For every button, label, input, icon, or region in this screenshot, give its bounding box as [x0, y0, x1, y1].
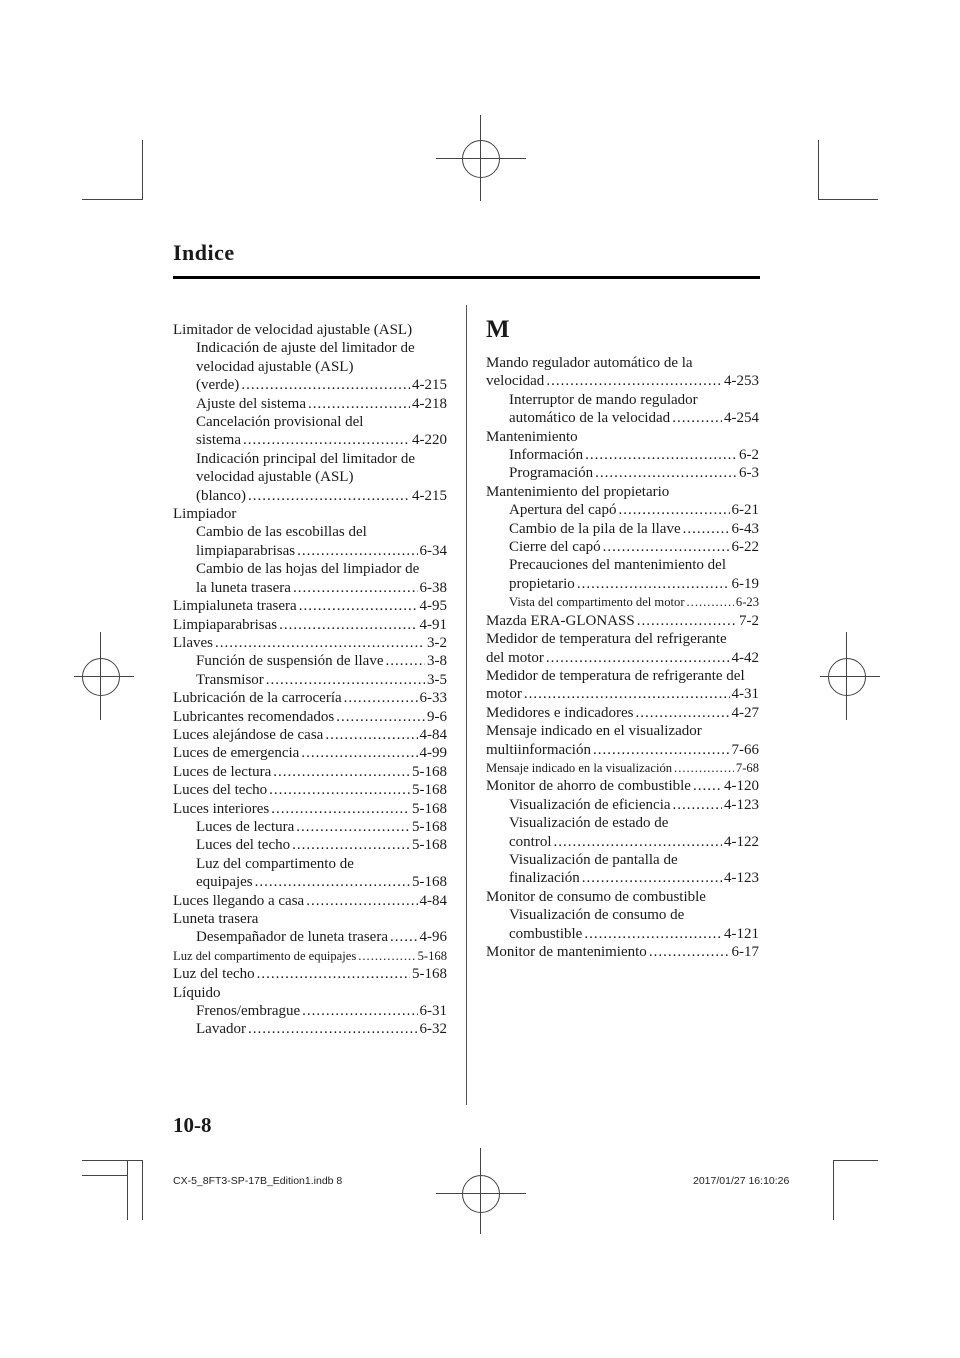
index-entry-page: 5-168 [412, 874, 447, 891]
index-entry-text: Mazda ERA-GLONASS [486, 612, 635, 629]
index-entry-text: finalización [509, 870, 580, 887]
column-divider [466, 305, 467, 1105]
index-entry-page: 4-215 [412, 487, 447, 504]
index-entry-text: Luces de lectura [196, 818, 295, 835]
index-entry [173, 652, 447, 670]
index-entry-page: 4-220 [412, 432, 447, 449]
index-entry-text: Visualización de estado de [509, 815, 669, 832]
index-entry-page: 7-66 [731, 741, 759, 758]
index-entry [173, 413, 447, 431]
index-entry [173, 818, 447, 836]
index-entry-page: 6-31 [419, 1003, 447, 1020]
index-entry [173, 763, 447, 781]
index-entry-text: Mantenimiento del propietario [486, 483, 670, 500]
index-entry [173, 892, 447, 910]
index-entry-page: 4-91 [419, 616, 447, 633]
index-entry-text: del motor [486, 649, 544, 666]
leader-dots [306, 892, 417, 910]
index-entry-text: multiinformación [486, 741, 591, 758]
index-entry-text: Interruptor de mando regulador [509, 391, 698, 408]
index-entry-page: 6-34 [419, 542, 447, 559]
index-entry-page: 5-168 [412, 782, 447, 799]
index-entry [173, 468, 447, 486]
index-entry [173, 597, 447, 615]
index-entry-page: 4-122 [724, 833, 759, 850]
index-entry-text: Indicación de ajuste del limitador de [196, 340, 415, 357]
index-entry-text: velocidad ajustable (ASL) [196, 469, 354, 486]
index-entry-text: Luces del techo [173, 782, 268, 799]
leader-dots [293, 579, 418, 597]
index-entry [486, 888, 759, 906]
index-entry-text: Llaves [173, 634, 213, 651]
index-entry-page: 9-6 [427, 708, 447, 725]
index-entry [173, 671, 447, 689]
index-entry-page: 4-253 [724, 373, 759, 390]
index-entry-text: Luces del techo [196, 837, 291, 854]
index-entry [173, 910, 447, 928]
index-entry [486, 667, 759, 685]
index-entry [486, 741, 759, 759]
leader-dots [292, 836, 410, 854]
leader-dots [271, 800, 410, 818]
leader-dots [299, 597, 418, 615]
index-entry [486, 409, 759, 427]
index-entry-text: Visualización de eficiencia [509, 796, 671, 813]
index-entry-page: 6-32 [419, 1021, 447, 1038]
index-entry-page: 4-123 [724, 796, 759, 813]
index-entry-page: 4-95 [419, 598, 447, 615]
index-entry-page: 4-121 [724, 925, 759, 942]
index-entry [173, 836, 447, 854]
index-entry [486, 649, 759, 667]
index-entry-text: velocidad ajustable (ASL) [196, 358, 354, 375]
leader-dots [546, 372, 722, 390]
index-entry-page: 4-120 [724, 778, 759, 795]
index-entry-text: Cambio de las hojas del limpiador de [196, 561, 420, 578]
index-entry-page: 4-123 [724, 870, 759, 887]
index-entry [486, 593, 759, 611]
index-entry-text: Visualización de consumo de [509, 907, 685, 924]
index-entry-page: 4-27 [731, 704, 759, 721]
index-entry-text: Cancelación provisional del [196, 414, 364, 431]
index-entry-page: 3-2 [427, 634, 447, 651]
index-entry-text: limpiaparabrisas [196, 542, 296, 559]
index-entry-text: Líquido [173, 984, 221, 1001]
leader-dots [593, 741, 730, 759]
index-entry [486, 704, 759, 722]
index-entry [173, 616, 447, 634]
leader-dots [344, 689, 418, 707]
index-entry [173, 984, 447, 1002]
leader-dots [390, 928, 418, 946]
index-entry-page: 7-68 [735, 760, 759, 775]
leader-dots [273, 763, 410, 781]
index-entry [486, 851, 759, 869]
leader-dots [637, 612, 737, 630]
index-entry [173, 634, 447, 652]
index-entry-page: 5-168 [412, 763, 447, 780]
index-entry [486, 428, 759, 446]
index-entry [173, 505, 447, 523]
leader-dots [595, 464, 737, 482]
leader-dots [635, 704, 729, 722]
index-entry [486, 796, 759, 814]
leader-dots [243, 431, 410, 449]
index-entry-text: Lubricación de la carrocería [173, 690, 342, 707]
title-rule [173, 276, 760, 279]
index-entry-text: Visualización de pantalla de [509, 851, 678, 868]
index-entry-text: Lavador [196, 1021, 246, 1038]
index-entry-page: 4-215 [412, 377, 447, 394]
leader-dots [269, 781, 410, 799]
leader-dots [546, 649, 730, 667]
index-entry [173, 523, 447, 541]
index-entry [486, 483, 759, 501]
index-entry [173, 560, 447, 578]
leader-dots [585, 446, 737, 464]
leader-dots [297, 542, 417, 560]
index-entry [486, 630, 759, 648]
index-entry-text: Limpiaparabrisas [173, 616, 278, 633]
leader-dots [302, 1002, 417, 1020]
index-entry-text: propietario [509, 575, 575, 592]
index-entry-page: 6-33 [419, 690, 447, 707]
leader-dots [336, 708, 425, 726]
index-entry-text: Mensaje indicado en la visualización [486, 760, 673, 775]
index-entry-text: Luces interiores [173, 800, 270, 817]
index-entry [173, 579, 447, 597]
index-entry-page: 3-8 [427, 653, 447, 670]
index-entry-text: Cambio de la pila de la llave [509, 520, 681, 537]
leader-dots [248, 487, 410, 505]
index-entry [173, 947, 447, 965]
leader-dots [308, 395, 410, 413]
leader-dots [672, 409, 722, 427]
index-entry-text: Ajuste del sistema [196, 395, 306, 412]
index-entry [173, 855, 447, 873]
index-entry-text: Luces de emergencia [173, 745, 300, 762]
index-entry [486, 538, 759, 556]
index-entry-text: Luces de lectura [173, 763, 272, 780]
index-entry [173, 1002, 447, 1020]
index-entry [486, 777, 759, 795]
index-entry-text: combustible [509, 925, 583, 942]
leader-dots [279, 616, 417, 634]
index-entry [486, 446, 759, 464]
leader-dots [241, 376, 410, 394]
index-entry-text: motor [486, 686, 522, 703]
index-entry-page: 5-168 [412, 966, 447, 983]
index-entry-page: 6-19 [731, 575, 759, 592]
index-entry-text: velocidad [486, 373, 545, 390]
index-entry-text: Vista del compartimento del motor [509, 595, 685, 610]
index-entry [486, 501, 759, 519]
index-entry-text: Apertura del capó [509, 502, 617, 519]
index-entry-page: 6-21 [731, 502, 759, 519]
index-entry [173, 339, 447, 357]
index-entry [486, 372, 759, 390]
index-entry-text: Medidores e indicadores [486, 704, 634, 721]
index-entry-text: Lubricantes recomendados [173, 708, 335, 725]
index-entry-text: control [509, 833, 552, 850]
index-entry [173, 487, 447, 505]
index-entry-page: 6-22 [731, 539, 759, 556]
index-entry [173, 431, 447, 449]
index-entry-text: Programación [509, 465, 594, 482]
index-entry-text: Indicación principal del limitador de [196, 450, 416, 467]
index-entry-text: Mantenimiento [486, 428, 578, 445]
index-entry-text: Precauciones del mantenimiento del [509, 557, 727, 574]
index-entry-page: 5-168 [412, 800, 447, 817]
index-entry-text: sistema [196, 432, 241, 449]
index-entry-page: 4-84 [419, 726, 447, 743]
index-entry [173, 708, 447, 726]
leader-dots [582, 869, 722, 887]
leader-dots [603, 538, 730, 556]
index-entry-page: 6-23 [735, 595, 759, 610]
index-entry [173, 744, 447, 762]
leader-dots [673, 796, 722, 814]
index-entry-text: (blanco) [196, 487, 246, 504]
index-entry-page: 6-2 [739, 447, 759, 464]
leader-dots [683, 520, 730, 538]
index-entry-text: equipajes [196, 874, 253, 891]
leader-dots [358, 947, 415, 965]
index-entry [173, 358, 447, 376]
footer-date: 2017/01/27 16:10:26 [693, 1175, 790, 1187]
index-entry-page: 4-99 [419, 745, 447, 762]
index-entry-text: Frenos/embrague [196, 1003, 301, 1020]
index-entry-page: 6-43 [731, 520, 759, 537]
leader-dots [674, 759, 734, 777]
index-entry [173, 1020, 447, 1038]
index-entry [486, 685, 759, 703]
index-entry-page: 7-2 [739, 612, 759, 629]
index-entry [486, 833, 759, 851]
leader-dots [255, 873, 410, 891]
index-entry [486, 464, 759, 482]
index-right-column [486, 354, 759, 961]
index-entry [486, 906, 759, 924]
leader-dots [301, 744, 417, 762]
index-entry-text: Limpialuneta trasera [173, 598, 297, 615]
index-entry-text: Luces alejándose de casa [173, 726, 324, 743]
index-entry-page: 5-168 [412, 818, 447, 835]
index-entry-text: (verde) [196, 377, 240, 394]
index-entry-text: Luz del compartimento de equipajes [173, 948, 357, 963]
leader-dots [296, 818, 410, 836]
leader-dots [687, 593, 734, 611]
index-entry [486, 759, 759, 777]
index-entry-text: Cierre del capó [509, 539, 601, 556]
index-entry-text: Información [509, 447, 584, 464]
index-entry-page: 4-254 [724, 410, 759, 427]
index-entry [486, 869, 759, 887]
index-entry-text: Transmisor [196, 671, 264, 688]
index-entry [486, 575, 759, 593]
index-entry [173, 928, 447, 946]
index-entry [173, 800, 447, 818]
leader-dots [584, 925, 722, 943]
leader-dots [618, 501, 729, 519]
index-entry [173, 873, 447, 891]
index-entry [486, 925, 759, 943]
index-entry-page: 4-96 [419, 929, 447, 946]
index-entry-page: 4-42 [731, 649, 759, 666]
leader-dots [385, 652, 425, 670]
index-entry-text: Medidor de temperatura del refrigerante [486, 631, 727, 648]
index-entry-text: automático de la velocidad [509, 410, 671, 427]
index-entry-page: 4-31 [731, 686, 759, 703]
index-entry [173, 542, 447, 560]
index-entry [173, 321, 447, 339]
index-entry [486, 354, 759, 372]
index-entry [173, 726, 447, 744]
index-entry-page: 5-168 [417, 948, 447, 963]
index-entry-page: 6-17 [731, 944, 759, 960]
index-entry-text: Medidor de temperatura de refrigerante del [486, 667, 745, 684]
page-number: 10-8 [173, 1113, 212, 1137]
leader-dots [693, 777, 722, 795]
index-entry-text: Luneta trasera [173, 911, 259, 927]
index-entry-page: 3-5 [427, 671, 447, 688]
index-entry-text: Función de suspensión de llave [196, 653, 384, 670]
index-entry-text: Limpiador [173, 506, 237, 523]
index-entry [486, 520, 759, 538]
index-entry-text: Monitor de mantenimiento [486, 944, 647, 960]
section-letter: M [486, 316, 510, 343]
index-entry [486, 814, 759, 832]
page-title: Indice [173, 240, 235, 265]
index-entry-text: Desempañador de luneta trasera [196, 929, 388, 946]
leader-dots [257, 965, 410, 983]
index-entry-text: Cambio de las escobillas del [196, 524, 367, 541]
index-entry-text: Monitor de consumo de combustible [486, 888, 706, 905]
leader-dots [325, 726, 417, 744]
index-entry-page: 5-168 [412, 837, 447, 854]
index-entry-page: 6-3 [739, 465, 759, 482]
leader-dots [215, 634, 425, 652]
index-entry-text: Luz del compartimento de [196, 855, 354, 872]
index-entry [173, 689, 447, 707]
index-entry-text: la luneta trasera [196, 579, 291, 596]
index-left-column [173, 321, 447, 1039]
leader-dots [524, 685, 730, 703]
index-entry [173, 965, 447, 983]
index-entry [173, 450, 447, 468]
index-entry [486, 391, 759, 409]
index-entry-page: 4-218 [412, 395, 447, 412]
index-entry-text: Mando regulador automático de la [486, 355, 693, 371]
leader-dots [577, 575, 730, 593]
leader-dots [248, 1020, 418, 1038]
index-entry [173, 395, 447, 413]
index-entry [486, 612, 759, 630]
index-entry-text: Luces llegando a casa [173, 892, 305, 909]
index-entry [173, 376, 447, 394]
leader-dots [649, 943, 730, 961]
index-entry-page: 4-84 [419, 892, 447, 909]
index-entry [486, 556, 759, 574]
leader-dots [554, 833, 723, 851]
index-entry [486, 943, 759, 961]
index-entry-text: Monitor de ahorro de combustible [486, 778, 691, 795]
index-entry [173, 781, 447, 799]
leader-dots [266, 671, 425, 689]
index-entry [486, 722, 759, 740]
index-entry-text: Mensaje indicado en el visualizador [486, 723, 702, 740]
index-entry-page: 6-38 [419, 579, 447, 596]
index-entry-text: Limitador de velocidad ajustable (ASL) [173, 322, 413, 338]
index-entry-text: Luz del techo [173, 966, 255, 983]
footer-file: CX-5_8FT3-SP-17B_Edition1.indb 8 [173, 1175, 343, 1187]
